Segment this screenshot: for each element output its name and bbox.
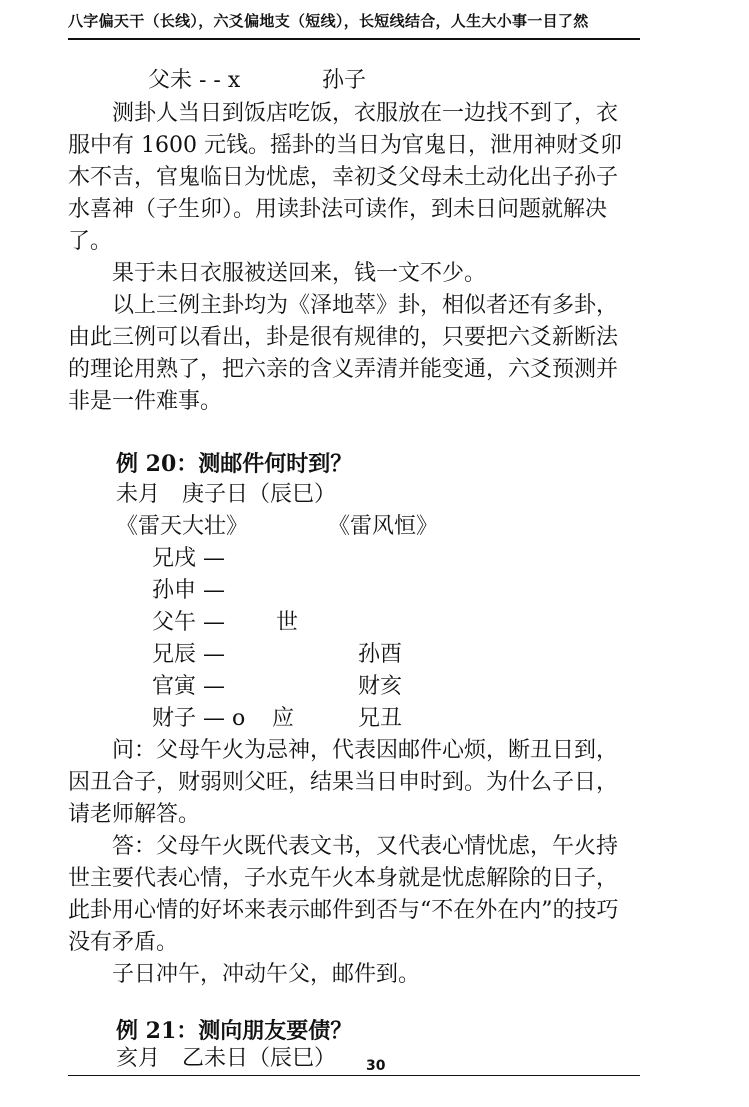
running-header: 八字偏天干（长线），六爻偏地支（短线），长短线结合，人生大小事一目了然 xyxy=(68,12,589,30)
paragraph-3-text: 以上三例主卦均为《泽地萃》卦，相似者还有多卦，由此三例可以看出，卦是很有规律的，只要把六爻新断法的理论用熟了，把六亲的含义弄清并能变通，六爻预测并非是一件难事。 xyxy=(68,293,619,414)
gua-line-5-left: 官寅 — xyxy=(152,674,225,699)
example-20-title: 例 20：测邮件何时到？ xyxy=(116,451,353,477)
example-21-title: 例 21：测向朋友要债？ xyxy=(116,1018,353,1044)
gua-line-1-left: 兄戌 — xyxy=(152,546,225,571)
gua-line-3-mid: 世 xyxy=(276,610,299,635)
conclusion-text: 子日冲午，冲动午父，邮件到。 xyxy=(112,962,421,987)
paragraph-1 xyxy=(68,98,636,258)
paragraph-2 xyxy=(68,258,636,290)
gua-line-4-right: 孙酉 xyxy=(358,642,403,667)
example-20-main-gua: 《雷天大壮》 xyxy=(116,514,249,539)
gua-line-6-left: 财子 — o xyxy=(152,706,246,731)
example-20-changed-gua: 《雷风恒》 xyxy=(328,514,439,539)
paragraph-1-text: 测卦人当日到饭店吃饭，衣服放在一边找不到了，衣服中有 1600 元钱。摇卦的当日为官鬼日，泄用神财爻卯木不吉，官鬼临日为忧虑，幸初爻父母未土动化出子孙子水喜神（子生卯）。用读卦法可读作，到未日问题就解决了。 xyxy=(68,101,622,254)
gua-line-5-right: 财亥 xyxy=(358,674,403,699)
paragraph-2-text: 果于未日衣服被送回来，钱一文不少。 xyxy=(112,261,487,286)
answer-text: 答：父母午火既代表文书，又代表心情忧虑，午火持世主要代表心情，子水克午火本身就是忧虑解除的日子，此卦用心情的好坏来表示邮件到否与“不在外在内”的技巧没有矛盾。 xyxy=(68,834,619,955)
gua-line-3-left: 父午 — xyxy=(152,610,225,635)
page-number: 30 xyxy=(366,1058,386,1074)
footer-rule xyxy=(68,1075,640,1076)
example-20-question xyxy=(68,735,636,831)
gua-line-6-right: 兄丑 xyxy=(358,706,403,731)
paragraph-3 xyxy=(68,290,636,418)
gua-line-2-left: 孙申 — xyxy=(152,578,225,603)
example-21-date: 亥月 乙未日（辰巳） xyxy=(116,1046,337,1071)
example-20-date: 未月 庚子日（辰巳） xyxy=(116,482,337,507)
top-line-right: 孙子 xyxy=(322,68,367,93)
gua-line-4-left: 兄辰 — xyxy=(152,642,225,667)
header-rule xyxy=(68,38,640,40)
example-20-conclusion xyxy=(68,959,636,991)
question-text: 问：父母午火为忌神，代表因邮件心烦，断丑日到，因丑合子，财弱则父旺，结果当日申时到。为什么子日，请老师解答。 xyxy=(68,738,619,827)
gua-line-6-mid: 应 xyxy=(272,706,295,731)
example-20-answer xyxy=(68,831,636,959)
top-line-left: 父未 - - x xyxy=(148,68,241,93)
